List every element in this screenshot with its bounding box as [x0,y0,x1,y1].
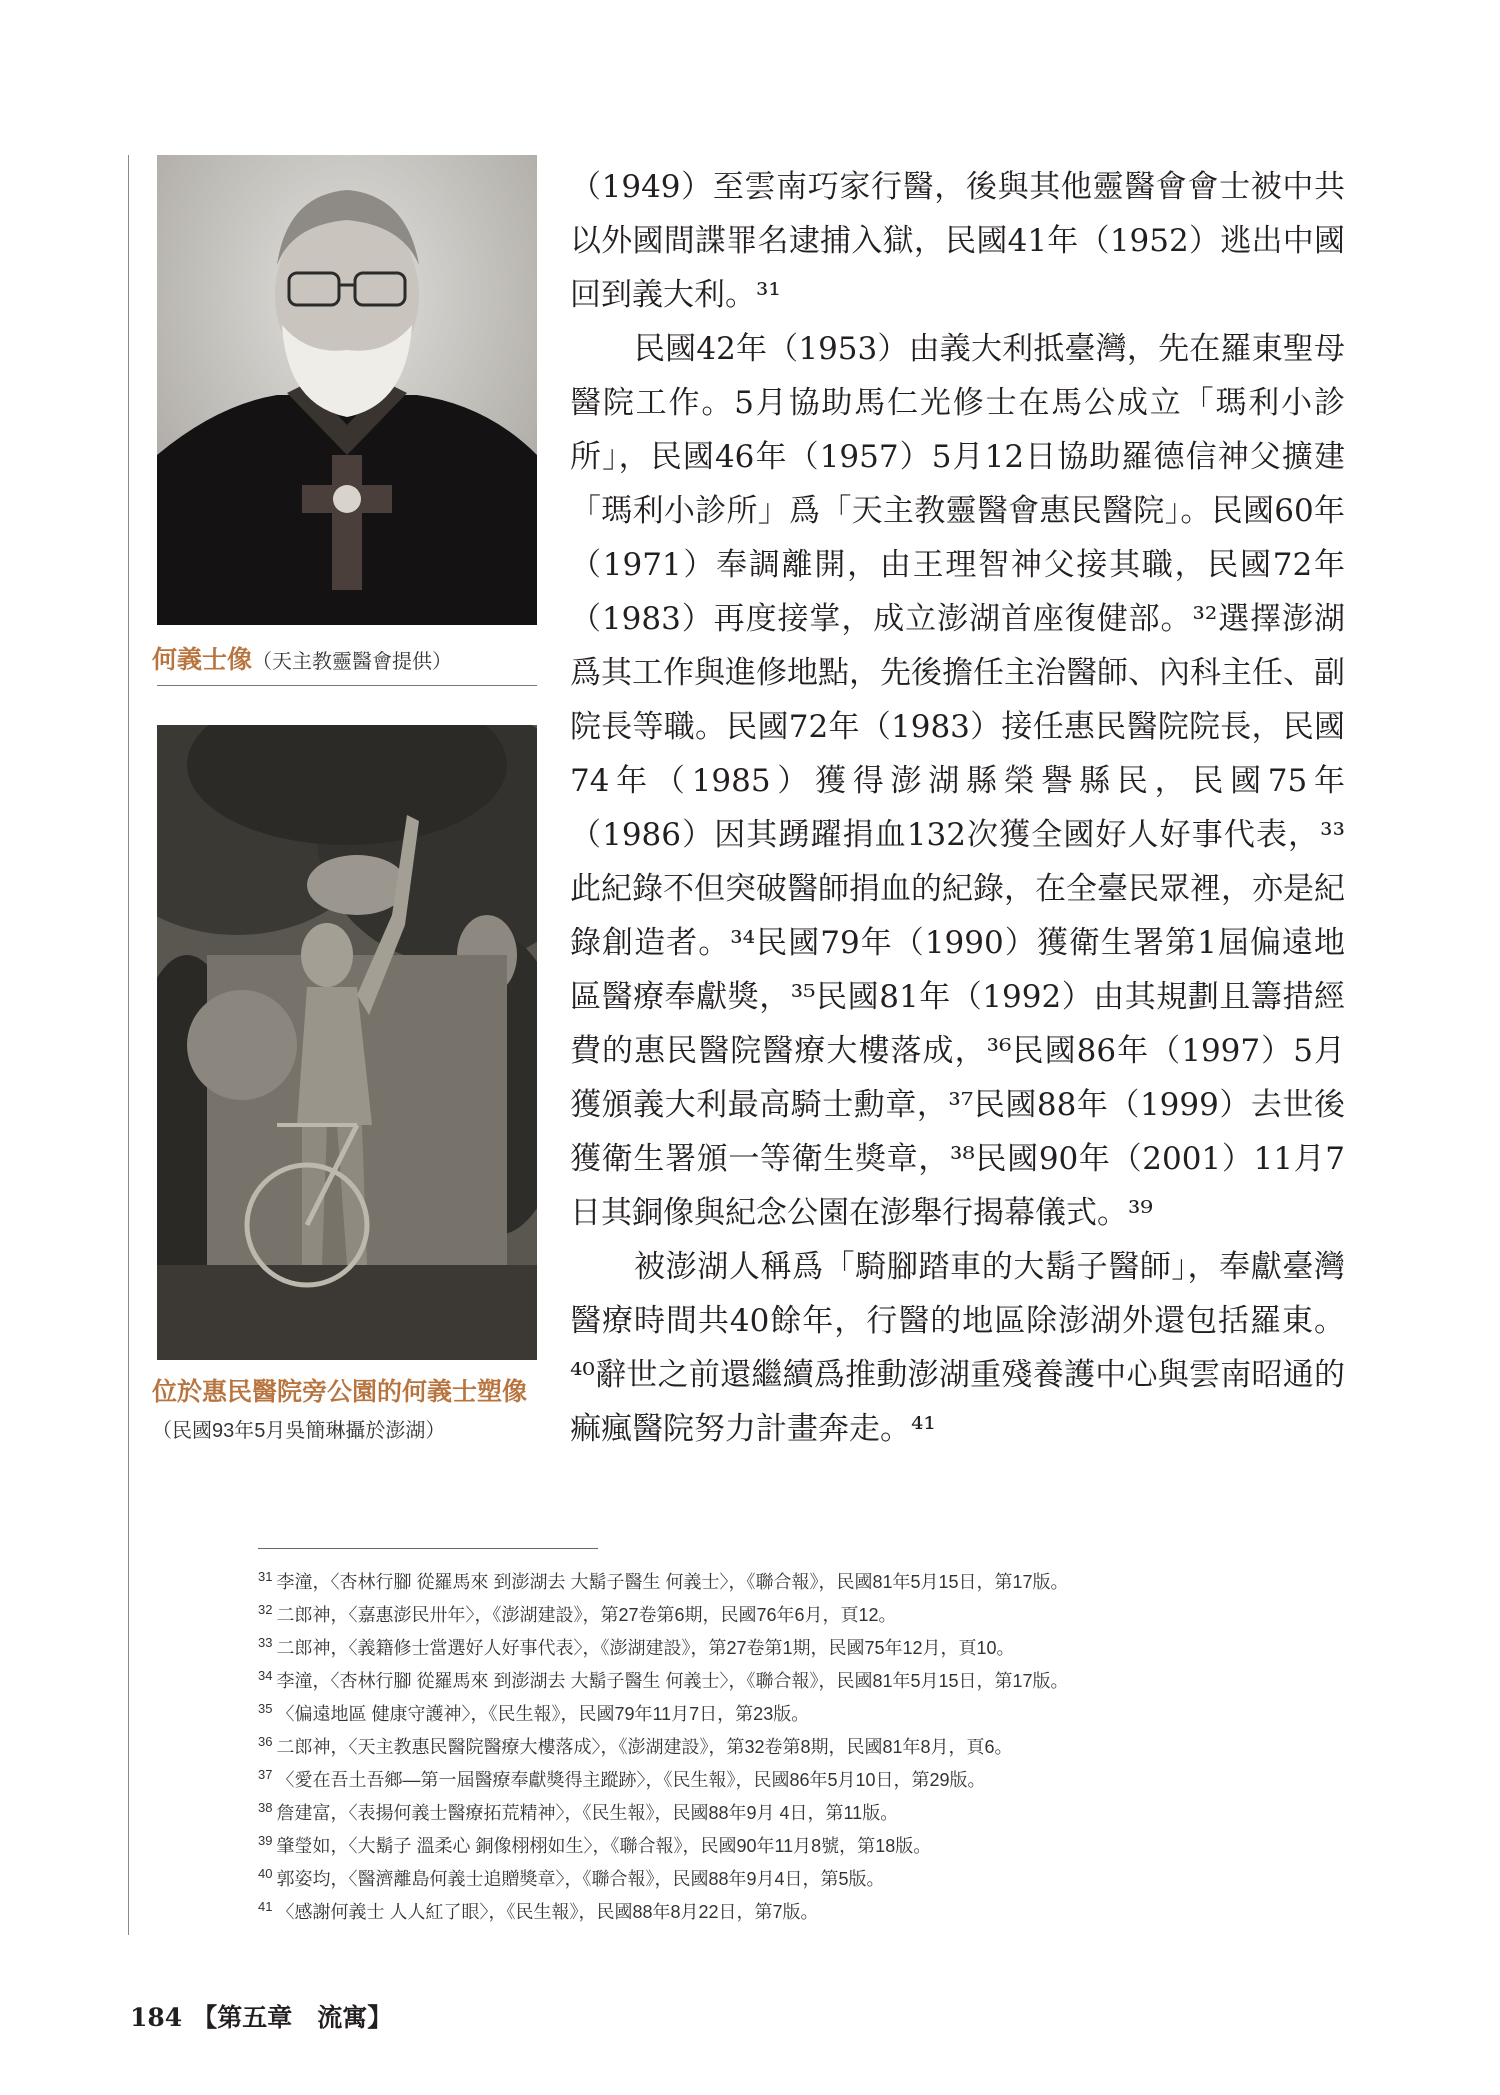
statue-caption: 位於惠民醫院旁公園的何義士塑像 [152,1378,528,1406]
footnote [258,1890,1358,1923]
footnote-number: 31 [258,1569,273,1584]
portrait-caption-note: （天主教靈醫會提供） [252,651,453,673]
footnote [258,1791,1358,1824]
footnote-text: 李潼，〈杏林行腳 從羅馬來 到澎湖去 大鬍子醫生 何義士〉，《聯合報》，民國81年5月15日，第17版。 [276,1572,1069,1592]
statue-caption-note: （民國93年5月吳簡琳攝於澎湖） [152,1420,446,1442]
footnote-divider [258,1548,598,1549]
footnote-number: 41 [258,1899,273,1914]
footnote [258,1692,1358,1725]
footnote-number: 36 [258,1734,273,1749]
footnote [258,1659,1358,1692]
footnote-text: 〈感謝何義士 人人紅了眼〉，《民生報》，民國88年8月22日，第7版。 [276,1902,819,1922]
footnote-text: 二郎神，〈天主教惠民醫院醫療大樓落成〉，《澎湖建設》，第32卷第8期，民國81年8月，頁6。 [276,1737,1013,1757]
footnote-number: 35 [258,1701,273,1716]
footnote-text: 〈偏遠地區 健康守護神〉，《民生報》，民國79年11月7日，第23版。 [276,1704,810,1724]
footnote [258,1725,1358,1758]
body-paragraph: （1949）至雲南巧家行醫，後與其他靈醫會會士被中共以外國間諜罪名逮捕入獄，民國41年（1952）逃出中國回到義大利。³¹ [570,169,1345,313]
footnote-number: 32 [258,1602,273,1617]
footnote-text: 二郎神，〈義籍修士當選好人好事代表〉，《澎湖建設》，第27卷第1期，民國75年12月，頁10。 [276,1638,1015,1658]
footnote [258,1626,1358,1659]
footnote-number: 33 [258,1635,273,1650]
footnote-number: 37 [258,1767,273,1782]
footnote-text: 李潼，〈杏林行腳 從羅馬來 到澎湖去 大鬍子醫生 何義士〉，《聯合報》，民國81年5月15日，第17版。 [276,1671,1069,1691]
body-paragraph: 被澎湖人稱爲「騎腳踏車的大鬍子醫師」，奉獻臺灣醫療時間共40餘年，行醫的地區除澎湖外還包括羅東。⁴⁰辭世之前還繼續爲推動澎湖重殘養護中心與雲南昭通的痲瘋醫院努力計畫奔走。⁴¹ [570,1249,1345,1447]
body-text [570,160,1345,1456]
footnote-number: 40 [258,1866,273,1881]
portrait-caption: 何義士像（天主教靈醫會提供） [152,646,453,674]
footnote [258,1824,1358,1857]
page-number: 184 [130,2003,183,2032]
caption-divider [157,685,537,686]
footnote [258,1758,1358,1791]
footnote [258,1593,1358,1626]
portrait-photo [157,155,537,625]
footnote-text: 二郎神，〈嘉惠澎民卅年〉，《澎湖建設》，第27卷第6期，民國76年6月，頁12。 [276,1605,897,1625]
footnote-number: 39 [258,1833,273,1848]
footnotes [258,1560,1358,1923]
footnote-text: 〈愛在吾土吾鄉—第一屆醫療奉獻獎得主蹤跡〉，《民生報》，民國86年5月10日，第29版。 [276,1770,986,1790]
footnote-number: 38 [258,1800,273,1815]
chapter-title: 【第五章 流寓】 [192,2003,393,2032]
footnote-text: 詹建富，〈表揚何義士醫療拓荒精神〉，《民生報》，民國88年9月 4日，第11版。 [276,1803,899,1823]
statue-photo [157,725,537,1360]
footnote-text: 郭姿均，〈醫濟離島何義士追贈獎章〉，《聯合報》，民國88年9月4日，第5版。 [276,1869,885,1889]
page-footer [130,1998,392,2034]
footnote-number: 34 [258,1668,273,1683]
footnote-text: 肇瑩如，〈大鬍子 溫柔心 銅像栩栩如生〉，《聯合報》，民國90年11月8號，第18版。 [276,1836,932,1856]
margin-rule [128,155,129,1935]
footnote [258,1857,1358,1890]
footnote [258,1560,1358,1593]
body-paragraph: 民國42年（1953）由義大利抵臺灣，先在羅東聖母醫院工作。5月協助馬仁光修士在馬公成立「瑪利小診所」，民國46年（1957）5月12日協助羅德信神父擴建「瑪利小診所」爲「天主教靈醫會惠民醫院」。民國60年（1971）奉調離開，由王理智神父接其職，民國72年（1983）再度接掌，成立澎湖首座復健部。³²選擇澎湖爲其工作與進修地點，先後擔任主治醫師、內科主任、副院長等職。民國72年（1983）接任惠民醫院院長，民國74年（1985）獲得澎湖縣榮譽縣民，民國75年（1986）因其踴躍捐血132次獲全國好人好事代表，³³此紀錄不但突破醫師捐血的紀錄，在全臺民眾裡，亦是紀錄創造者。³⁴民國79年（1990）獲衛生署第1屆偏遠地區醫療奉獻獎，³⁵民國81年（1992）由其規劃且籌措經費的惠民醫院醫療大樓落成，³⁶民國86年（1997）5月獲頒義大利最高騎士勳章，³⁷民國88年（1999）去世後獲衛生署頒一等衛生獎章，³⁸民國90年（2001）11月7日其銅像與紀念公園在澎舉行揭幕儀式。³⁹ [570,331,1345,1231]
